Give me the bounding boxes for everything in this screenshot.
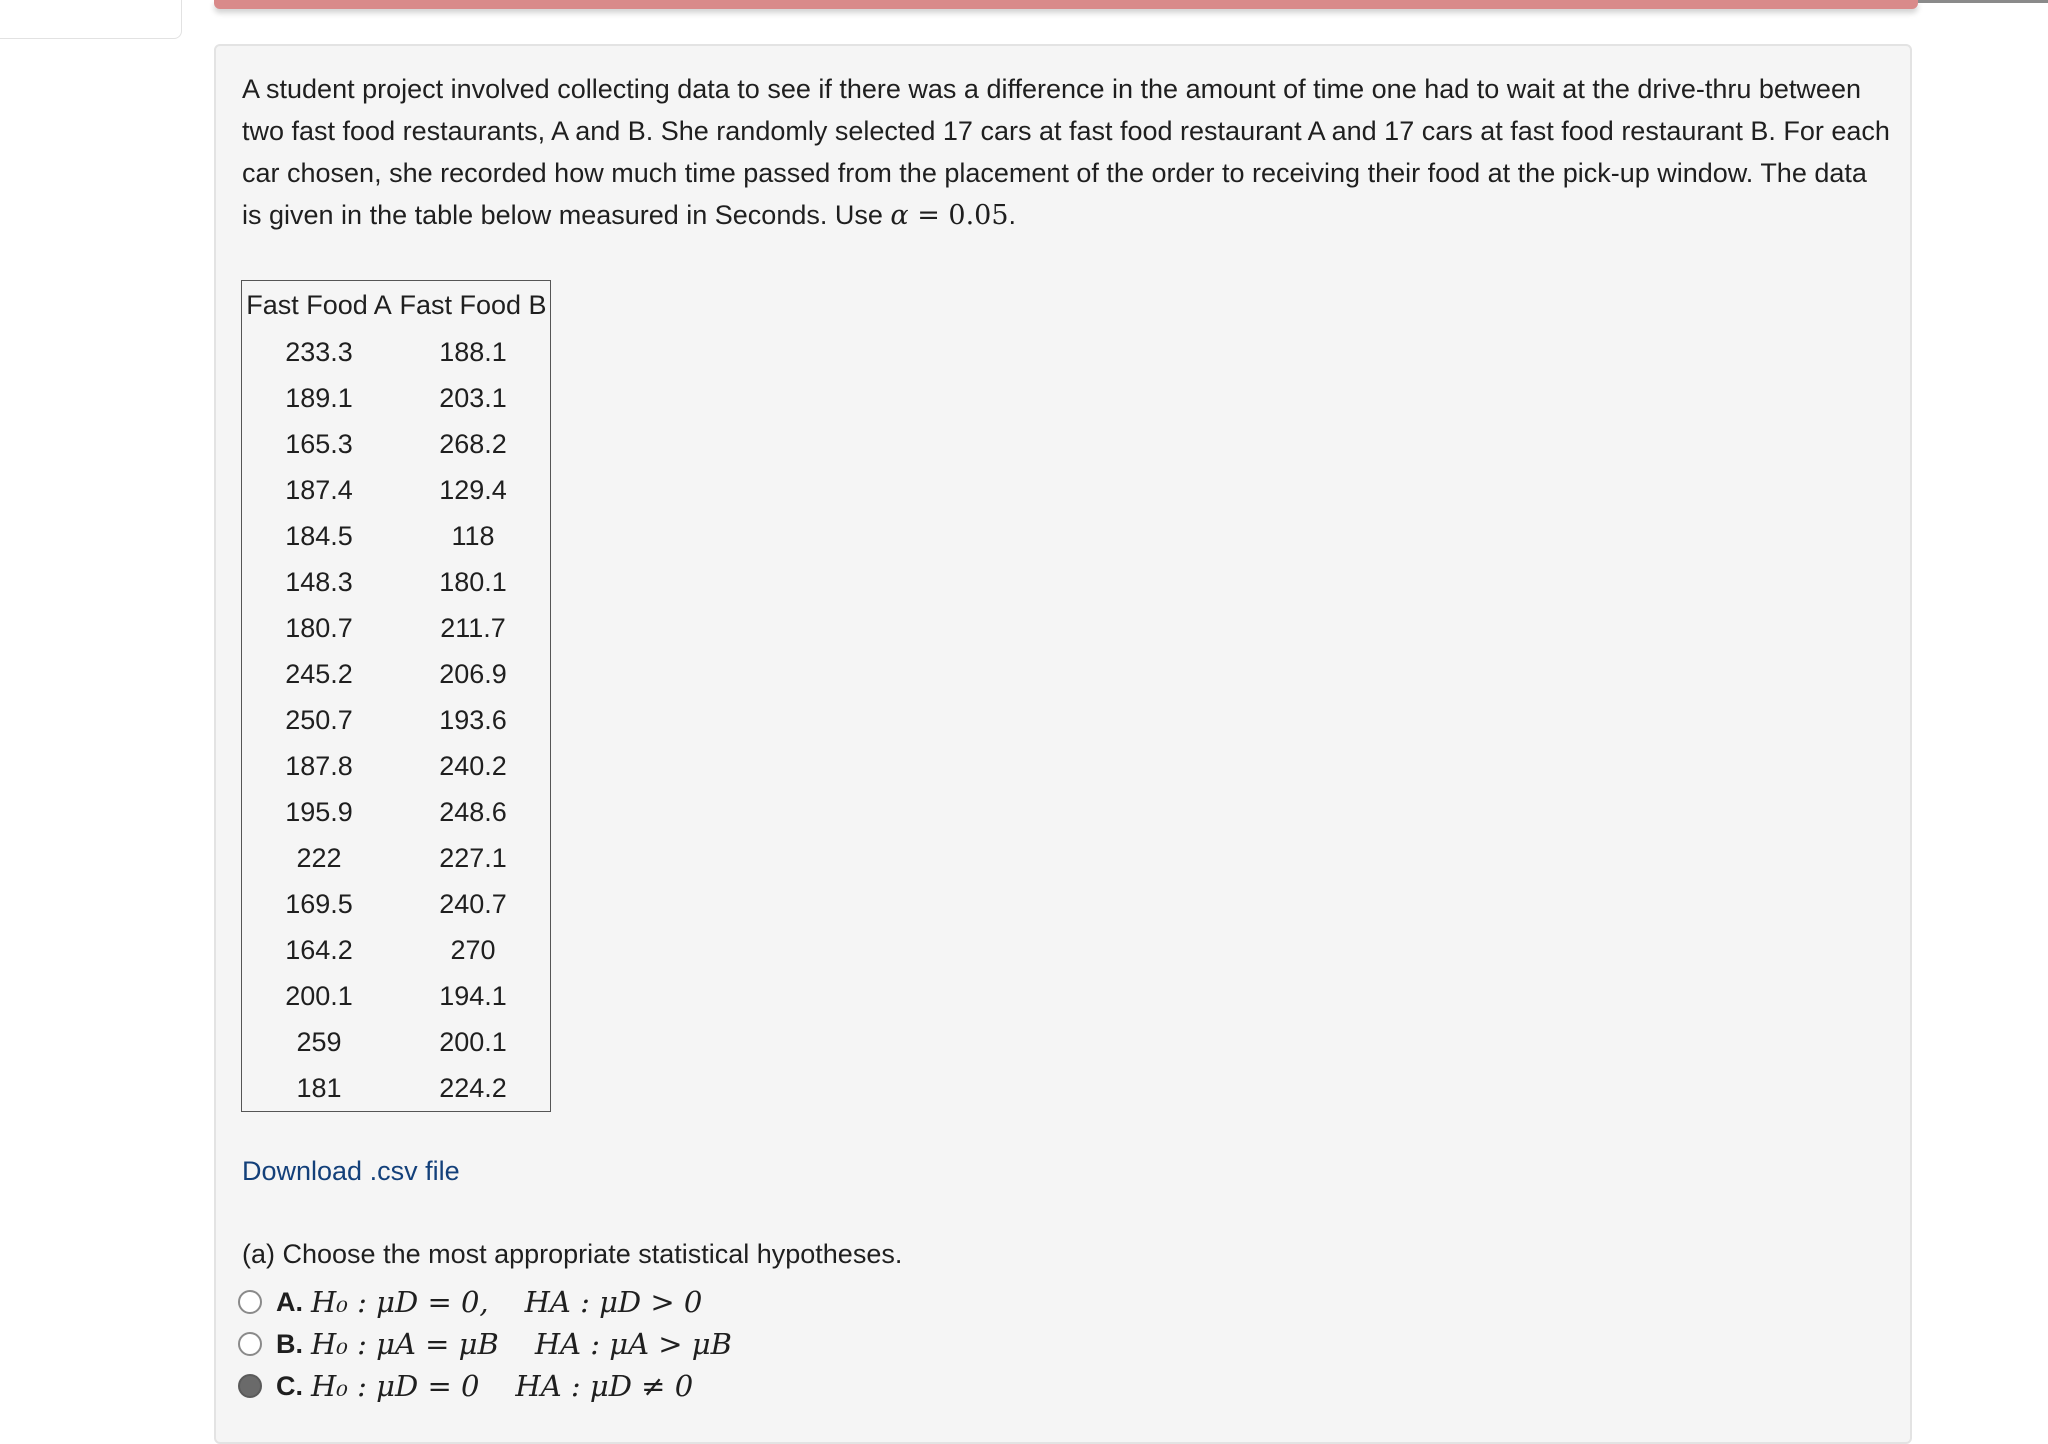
intro-end: . [1008,200,1017,230]
cell-fast-food-b: 129.4 [439,474,507,505]
cell-fast-food-b: 118 [451,520,495,551]
cell-fast-food-b: 193.6 [439,704,507,735]
cell-fast-food-b: 200.1 [439,1026,507,1057]
radio-button[interactable] [238,1374,262,1398]
cell-fast-food-b: 188.1 [439,336,507,367]
table-row [242,1065,551,1112]
table-row [242,743,551,789]
cell-fast-food-a: 200.1 [285,980,353,1011]
cell-fast-food-b: 180.1 [439,566,507,597]
hypothesis-option-c[interactable] [238,1369,693,1403]
column-header-b: Fast Food B [399,290,547,320]
null-hypothesis: H₀ : μD = 0, [311,1285,489,1319]
cell-fast-food-b: 268.2 [439,428,507,459]
null-hypothesis: H₀ : μA = μB [311,1327,499,1361]
table-row [242,651,551,697]
cell-fast-food-b: 206.9 [439,658,507,689]
cell-fast-food-b: 194.1 [439,980,507,1011]
option-letter: A. [276,1286,303,1317]
cell-fast-food-b: 240.2 [439,750,507,781]
table-row [242,605,551,651]
cell-fast-food-a: 169.5 [285,888,353,919]
cell-fast-food-b: 224.2 [439,1072,507,1103]
cell-fast-food-a: 189.1 [285,382,353,413]
table-row [242,329,551,375]
table-row [242,927,551,973]
cell-fast-food-b: 211.7 [440,612,506,643]
table-row [242,973,551,1019]
table-row [242,559,551,605]
table-row [242,375,551,421]
cell-fast-food-a: 148.3 [285,566,353,597]
cell-fast-food-b: 203.1 [439,382,507,413]
question-intro [242,68,1892,237]
table-row [242,881,551,927]
table-body [242,329,551,1112]
data-table [241,280,551,1112]
cell-fast-food-a: 187.4 [285,474,353,505]
cell-fast-food-b: 227.1 [439,842,507,873]
radio-button[interactable] [238,1332,262,1356]
cell-fast-food-a: 250.7 [285,704,353,735]
column-header-a: Fast Food A [246,290,392,320]
cell-fast-food-a: 181 [296,1072,342,1103]
cell-fast-food-a: 180.7 [285,612,353,643]
cell-fast-food-b: 240.7 [439,888,507,919]
alternative-hypothesis: HA : μA > μB [534,1327,732,1361]
cell-fast-food-a: 222 [296,842,342,873]
option-letter: C. [276,1370,303,1401]
alpha-value: = 0.05 [908,200,1009,231]
alternative-hypothesis: HA : μD > 0 [524,1285,703,1319]
cell-fast-food-a: 187.8 [285,750,353,781]
cell-fast-food-a: 259 [296,1026,342,1057]
hypothesis-option-b[interactable] [238,1327,732,1361]
table-header-row [242,281,551,330]
side-card [0,0,182,39]
table-row [242,697,551,743]
cell-fast-food-a: 195.9 [285,796,353,827]
cell-fast-food-a: 245.2 [285,658,353,689]
option-letter: B. [276,1328,303,1359]
table-row [242,421,551,467]
question-panel [214,44,1912,1444]
table-row [242,513,551,559]
cell-fast-food-a: 165.3 [285,428,353,459]
intro-text: A student project involved collecting data to see if there was a difference in the amount of time one had to wait at the drive-thru between two fast food restaurants, A and B. She randomly selected 17 cars at fast food restaurant A and 17 cars at fast food restaurant B. For each car chosen, she recorded how much time passed from the placement of the order to receiving their food at the pick-up window. The data is given in the table below measured in Seconds. Use [242,74,1890,230]
radio-button[interactable] [238,1290,262,1314]
cell-fast-food-b: 248.6 [439,796,507,827]
cell-fast-food-a: 184.5 [285,520,353,551]
null-hypothesis: H₀ : μD = 0 [311,1369,480,1403]
cell-fast-food-a: 164.2 [285,934,353,965]
alternative-hypothesis: HA : μD ≠ 0 [515,1369,694,1403]
part-a-prompt: (a) Choose the most appropriate statistical hypotheses. [242,1239,903,1269]
alpha-symbol: α [890,200,909,231]
download-csv-link[interactable]: Download .csv file [242,1156,460,1186]
table-row [242,835,551,881]
table-row [242,789,551,835]
previous-panel-bar [214,0,1918,9]
table-row [242,467,551,513]
table-row [242,1019,551,1065]
header-divider [1918,0,2048,3]
cell-fast-food-b: 270 [450,934,496,965]
cell-fast-food-a: 233.3 [285,336,353,367]
hypothesis-option-a[interactable] [238,1285,702,1319]
